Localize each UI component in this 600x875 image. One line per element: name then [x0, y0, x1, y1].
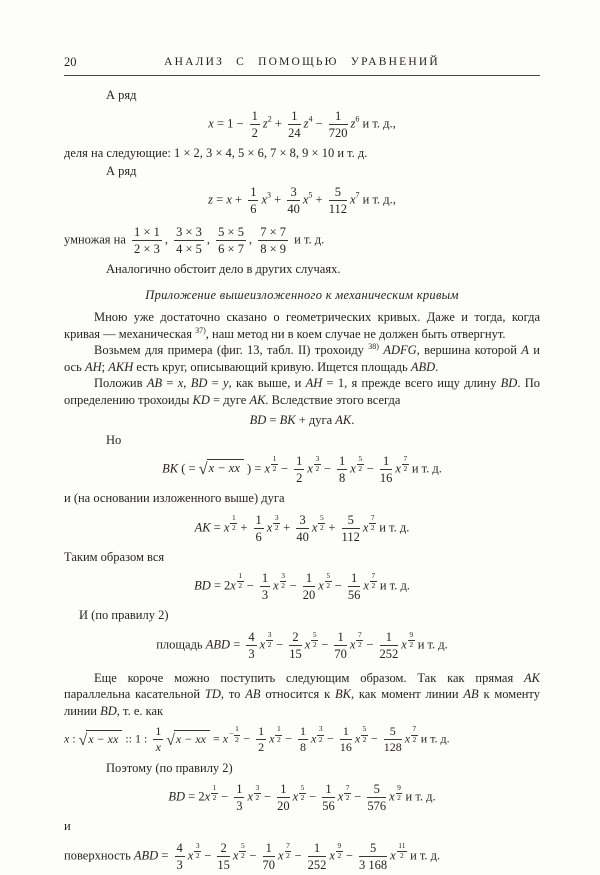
formula-proportion: x : √ x − xx :: 1 : $\frac{1}{x}$ √ x − xx = x− $\frac{1}{2}$ − $\frac{1}{2}$ x $\frac{1}{2}$ − $\frac{1}{8}$ x $\frac{3}{2}$ − $\frac{1}{16}$ x $\frac{5}{2}$ − $\frac{5}{128}$ x $\frac{7}{2}$ и т. д.: [64, 724, 450, 755]
therefore-line: Поэтому (по правилу 2): [106, 760, 233, 775]
and-label: и: [64, 819, 71, 834]
analog-line: Аналогично обстоит дело в других случаях.: [106, 262, 341, 276]
formula-bd-series: BD = 2x $\frac{1}{2}$ − $\frac{1}{3}$ x $\frac{3}{2}$ − $\frac{1}{20}$ x $\frac{5}{2}$ − $\frac{1}{56}$ x $\frac{7}{2}$ и т. д.: [194, 571, 410, 602]
paragraph-shorter-way: Еще короче можно поступить следующим образом. Так как прямая AK параллельна касательной TD, то AB относится к BK, как момент линии AB к моменту линии BD, т. е. как: [64, 670, 540, 718]
series-label-1: А ряд: [106, 87, 137, 102]
running-title: АНАЛИЗ С ПОМОЩЬЮ УРАВНЕНИЙ: [164, 56, 440, 68]
page-number: 20: [64, 55, 77, 69]
rule2-line: И (по правилу 2): [79, 608, 169, 622]
formula-bd-bk-arc: BD = BK + дуга AK.: [249, 413, 355, 427]
formula-bd-series-2: BD = 2x $\frac{1}{2}$ − $\frac{1}{3}$ x $\frac{3}{2}$ − $\frac{1}{20}$ x $\frac{5}{2}$ − $\frac{1}{56}$ x $\frac{7}{2}$ − $\frac{5}{576}$ x $\frac{9}{2}$ и т. д.: [168, 782, 436, 814]
thus-line: Таким образом вся: [64, 549, 165, 564]
formula-cos-series: x = 1 − $\frac{1}{2}$ $z^2$ + $\frac{1}{24}$ $z^4$ − $\frac{1}{720}$ $z^6$ и т. д.,: [208, 109, 396, 140]
formula-surface-abd: поверхность ABD = $\frac{4}{3}$ x $\frac{3}{2}$ − $\frac{2}{15}$ x $\frac{5}{2}$ − $\frac{1}{70}$ x $\frac{7}{2}$ − $\frac{1}{252}$ x $\frac{9}{2}$ − $\frac{5}{3 168}$ x $\frac{11}{2}$ и т. д.: [64, 840, 441, 872]
paragraph-trochoid-example: Возьмем для примера (фиг. 13, табл. II) трохоиду $^{38)}$ ADFG, вершина которой A и ось AH; AKH есть круг, описывающий кривую. Ищется площадь ABD.: [64, 342, 540, 374]
paragraph-setting-ab-bd: Положив AB = x, BD = y, как выше, и AH = 1, я прежде всего ищу длину BD. По определению трохоиды KD = дуге AK. Вследствие этого всегда: [64, 376, 541, 407]
formula-ak-series: AK = x $\frac{1}{2}$ + $\frac{1}{6}$ x $\frac{3}{2}$ + $\frac{3}{40}$ x $\frac{5}{2}$ + $\frac{5}{112}$ x $\frac{7}{2}$ и т. д.: [194, 512, 410, 544]
formula-multipliers: умножая на $\frac{1 \times 1}{2 \times 3}$ , $\frac{3 \times 3}{4 \times 5}$ , $\frac{5 \times 5}{6 \times 7}$ , $\frac{7 \times 7}{8 \times 9}$ и т. д.: [64, 225, 325, 256]
divide-line: деля на следующие: 1 × 2, 3 × 4, 5 × 6, 7 × 8, 9 × 10 и т. д.: [64, 146, 368, 160]
section-heading: Приложение вышеизложенного к механическим кривым: [145, 287, 459, 302]
no-label: Но: [106, 432, 122, 447]
arc-line: и (на основании изложенного выше) дуга: [64, 491, 285, 505]
formula-area-abd: площадь ABD = $\frac{4}{3}$ x $\frac{3}{2}$ − $\frac{2}{15}$ x $\frac{5}{2}$ − $\frac{1}{70}$ x $\frac{7}{2}$ − $\frac{1}{252}$ x $\frac{9}{2}$ и т. д.: [156, 629, 448, 661]
series-label-2: А ряд: [106, 163, 137, 178]
formula-arcsin-series: z = x + $\frac{1}{6}$ $x^3$ + $\frac{3}{40}$ $x^5$ + $\frac{5}{112}$ $x^7$ и т. д.,: [208, 185, 396, 216]
running-header: [64, 54, 540, 76]
paragraph-mechanical-curves: Мною уже достаточно сказано о геометрических кривых. Даже и тогда, когда кривая — механическая $^{37)}$, наш метод ни в коем случае не должен быть отвергнут.: [64, 310, 540, 341]
formula-bk-sqrt: BK ( = √ x − xx ) = x $\frac{1}{2}$ − $\frac{1}{2}$ x $\frac{3}{2}$ − $\frac{1}{8}$ x $\frac{5}{2}$ − $\frac{1}{16}$ x $\frac{7}{2}$ и т. д.: [162, 454, 442, 485]
